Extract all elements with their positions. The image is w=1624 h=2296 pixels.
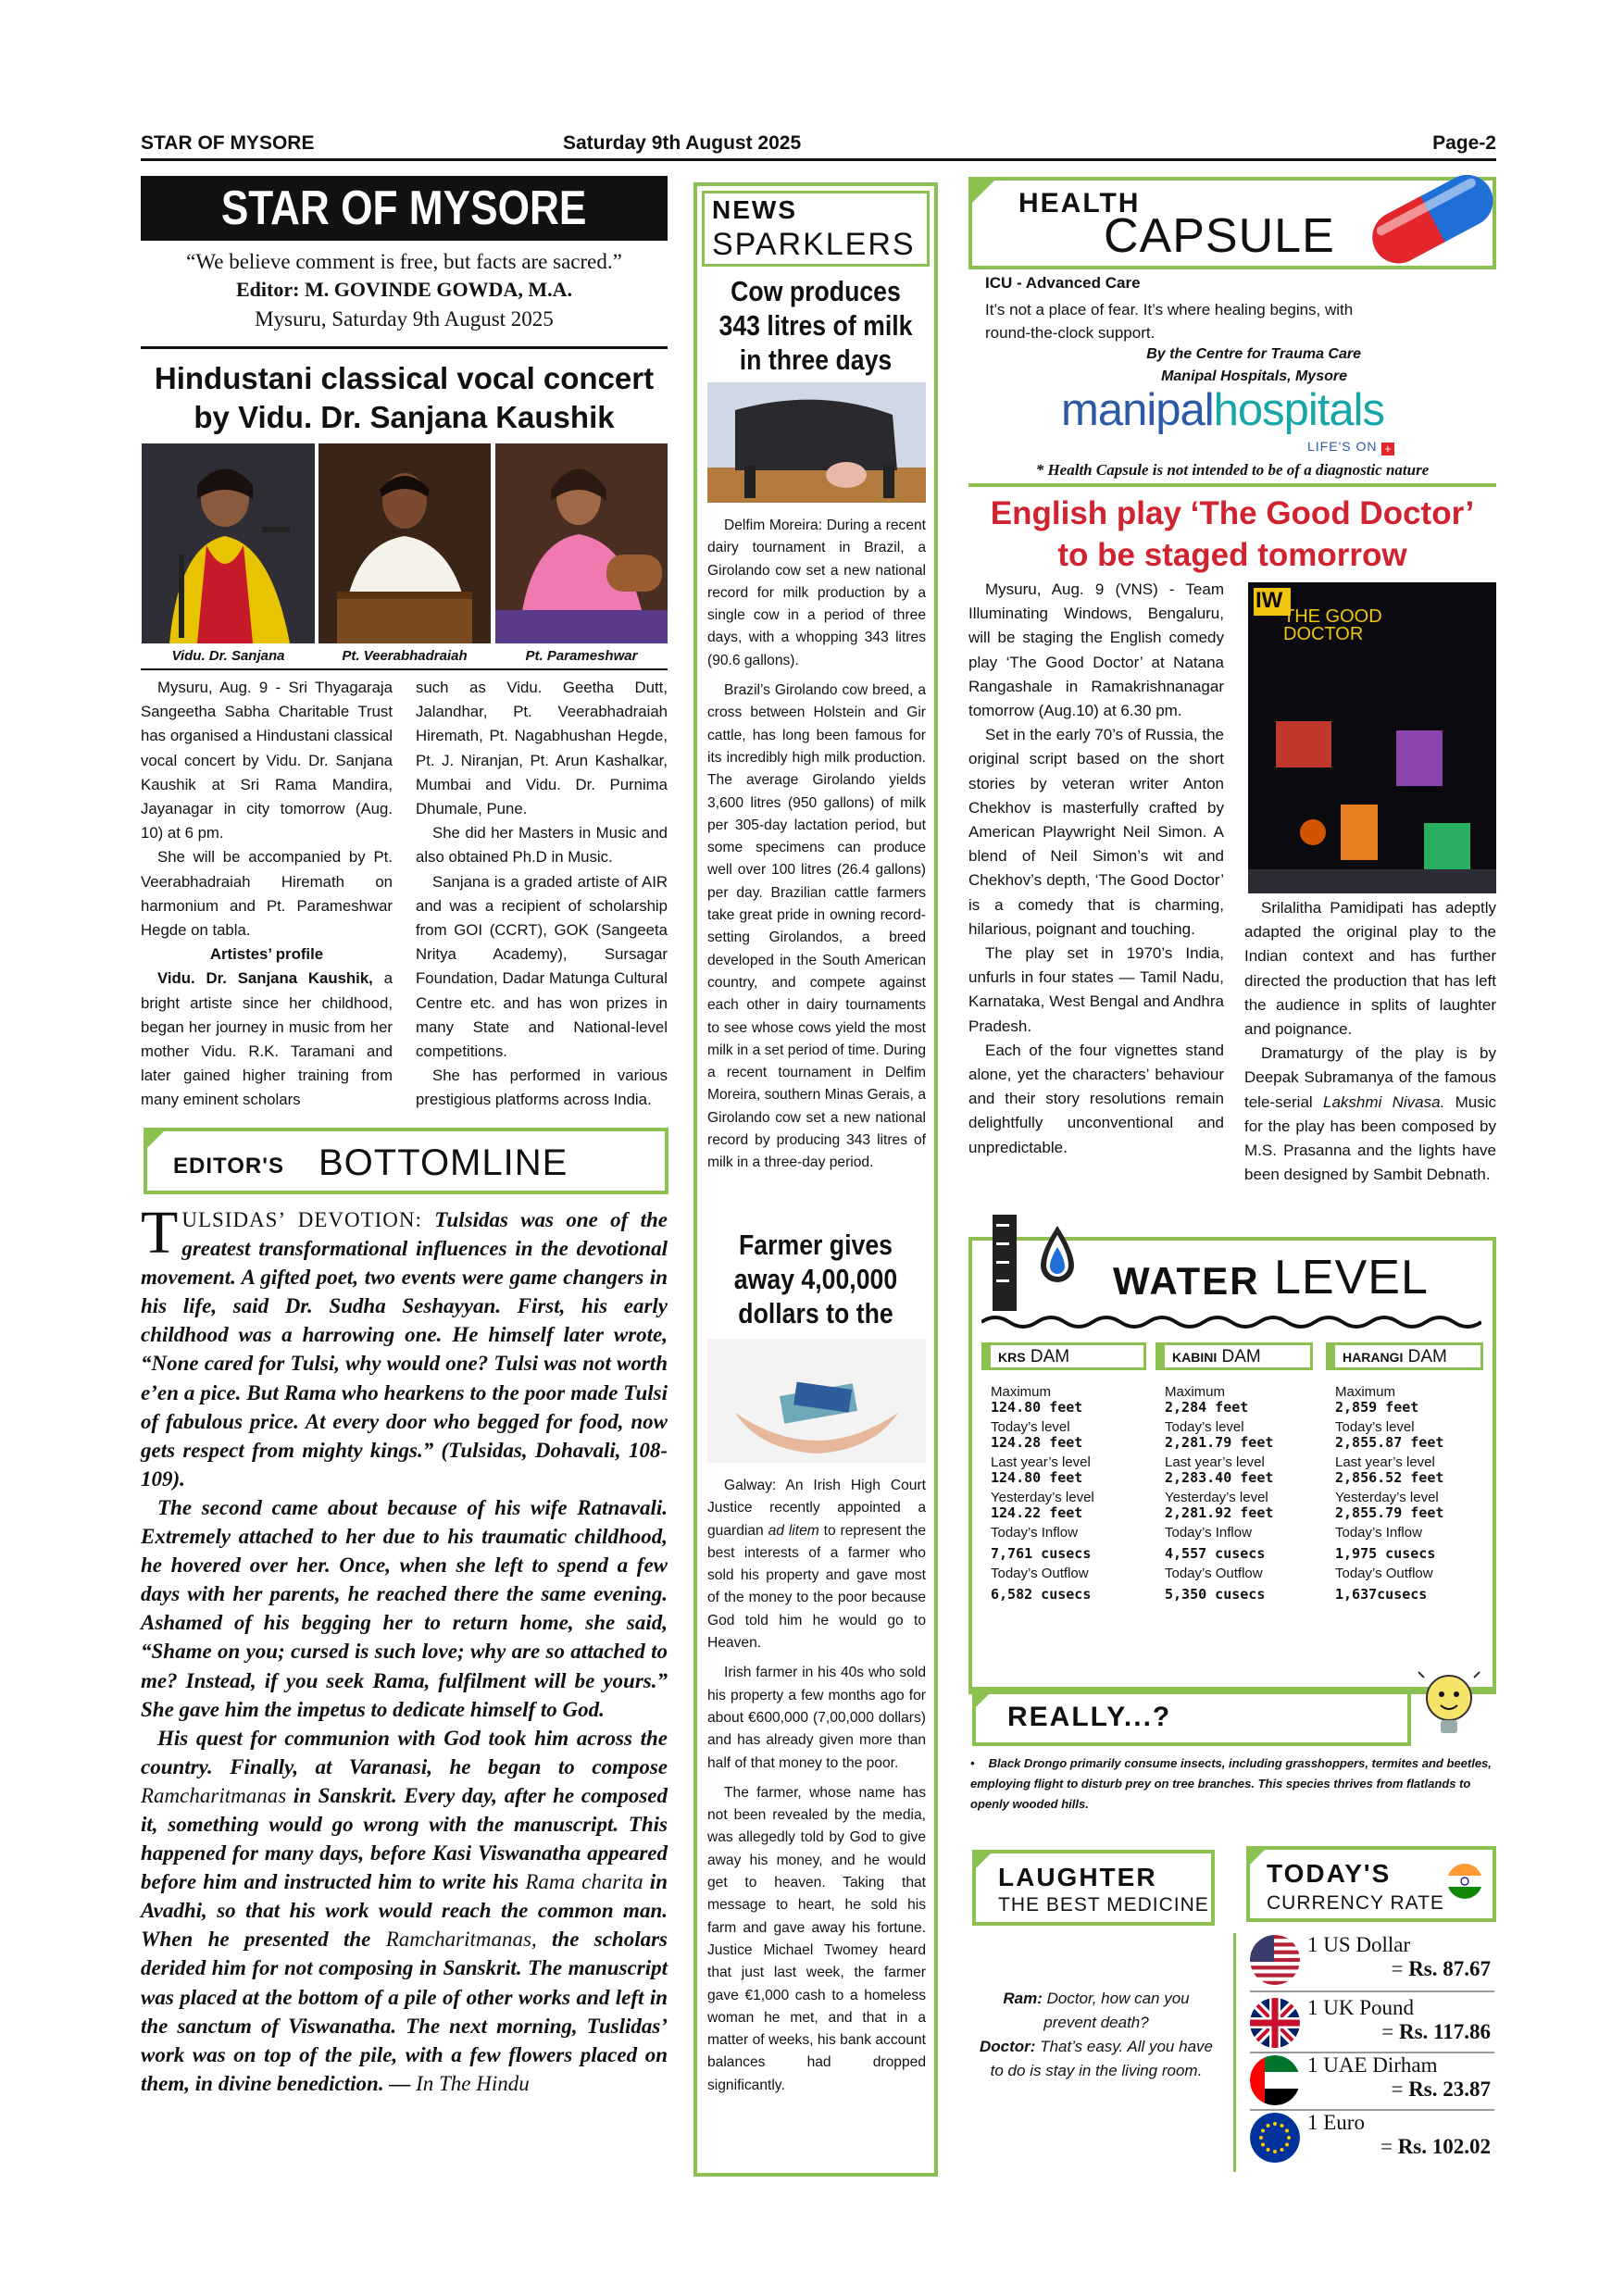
sparklers-text-run: to represent the best interests of a farmer who sold his property and gave most of the money to the poor because God told him he would go to Heaven. <box>707 1522 927 1652</box>
sparklers-text-run: Galway: An Irish High Court Justice recently appointed a guardian <box>707 1478 926 1539</box>
us-flag-icon <box>1250 1935 1300 1985</box>
laughter-currency-divider <box>1233 1933 1236 2172</box>
currency-row-eur <box>1250 2109 1491 2165</box>
dam-row-label: Today’s Inflow <box>1165 1525 1252 1541</box>
play-body-col2 <box>1244 896 1496 1187</box>
concert-profile-para <box>141 967 393 1112</box>
currency-row-rule <box>1250 1990 1494 1992</box>
sparklers-label-small: NEWS <box>712 195 797 224</box>
eu-flag-icon <box>1250 2113 1300 2163</box>
health-bottom-rule <box>968 483 1496 487</box>
dam-row-label: Today’s level <box>1165 1419 1244 1435</box>
play-headline-line2: to be staged tomorrow <box>1057 537 1407 573</box>
laughter-label-box <box>972 1850 1215 1926</box>
dam-row-label: Today’s level <box>991 1419 1070 1435</box>
dam-row-value: 4,557 cusecs <box>1165 1545 1266 1562</box>
currency-name: 1 UK Pound <box>1307 1996 1415 2019</box>
joke-question <box>976 1987 1217 2035</box>
laughter-joke <box>976 1987 1217 2083</box>
dam-row-label: Yesterday’s level <box>1165 1490 1268 1505</box>
dam-row-value: 2,855.79 feet <box>1335 1504 1444 1521</box>
dam-row-value: 1,637cusecs <box>1335 1586 1428 1603</box>
concert-body-col1 <box>141 676 393 1113</box>
dam-row-value: 124.80 feet <box>991 1469 1083 1486</box>
health-label-box <box>968 177 1496 269</box>
dam-row-value: 2,859 feet <box>1335 1399 1419 1416</box>
manipal-logo <box>1061 384 1384 440</box>
photo-sanjana-art <box>142 443 315 643</box>
dam-row-label: Maximum <box>991 1384 1052 1400</box>
sparklers-para: Delfim Moreira: During a recent dairy tournament in Brazil, a Girolando cow set a new national record for milk production by a single cow in a period of three days, with a whopping 343 litres (90.6 gallons). <box>707 518 926 668</box>
currency-row-gbp <box>1250 1994 1491 2050</box>
play-text-run: Lakshmi Nivasa. <box>1323 1092 1445 1111</box>
currency-label-bold: TODAY'S <box>1267 1859 1392 1888</box>
photo-caption-3: Pt. Parameshwar <box>525 648 638 664</box>
bottomline-text-run: Ramcharitmanas, <box>385 1928 537 1952</box>
water-level-box <box>968 1237 1496 1694</box>
dam-row-label: Today’s level <box>1335 1419 1415 1435</box>
bottomline-lead-caps: ULSIDAS’ DEVOTION: <box>181 1208 422 1231</box>
caption-divider <box>141 668 668 670</box>
india-flag-icon <box>1446 1863 1483 1900</box>
uk-flag-icon <box>1250 1998 1300 2048</box>
masthead-dateline: Mysuru, Saturday 9th August 2025 <box>255 307 554 331</box>
concert-para: Sanjana is a graded artiste of AIR and was a recipient of scholarship from GOI (CCRT), GOK (Sangeeta Nritya Academy), Sursagar Foundation, Dadar Matunga Cultural Centre etc. and has won prizes in many State and National-level competitions. <box>416 872 668 1061</box>
water-wave-icon <box>981 1311 1481 1331</box>
bottomline-source: In The Hindu <box>416 2071 530 2095</box>
dam-title-kabini <box>1156 1342 1313 1370</box>
photo-parameshwar-art <box>495 443 668 643</box>
dam-row-value: 5,350 cusecs <box>1165 1586 1266 1603</box>
header-page-number: Page-2 <box>1432 132 1496 154</box>
really-text: Black Drongo primarily consume insects, including grasshoppers, termites and beetles, employing flight to disturb prey on tree branches. This species thrives from flatlands to openly wooded hills. <box>970 1756 1492 1811</box>
currency-value: Rs. 87.67 <box>1408 1957 1491 1980</box>
dam-title-harangi <box>1326 1342 1483 1370</box>
water-label-light: LEVEL <box>1274 1251 1429 1304</box>
sparklers-para: The farmer, whose name has not been revealed by the media, was allegedly told by God to give away his money, and he would get to heaven. Taking that message to heart, he sold his farm and gave away his fortune. Justice Michael Twomey heard that just last week, the farmer gave €1,000 cash to a homeless woman he met, and that in a matter of weeks, his bank account balances had dropped significantly. <box>707 1784 926 2093</box>
photo-caption-1: Vidu. Dr. Sanjana <box>171 648 285 664</box>
concert-para: such as Vidu. Geetha Dutt, Jalandhar, Pt. Veerabhadraiah Hiremath, Pt. Nagabhushan Hegde, Pt. J. Niranjan, Pt. Arun Kashalkar, Mumbai and Vidu. Dr. Purnima Dhumale, Pune. <box>416 679 668 818</box>
joke-speaker-2: Doctor: <box>980 2038 1036 2055</box>
concert-headline-line1: Hindustani classical vocal concert <box>154 361 655 395</box>
capsule-pill-icon <box>1348 166 1515 268</box>
bottomline-para-3 <box>141 1724 668 2098</box>
concert-headline-line2: by Vidu. Dr. Sanjana Kaushik <box>194 400 615 434</box>
bottomline-text-run: Ramcharitmanas <box>141 1783 287 1807</box>
currency-equals: = <box>1391 1957 1409 1980</box>
dam-row-label: Today’s Inflow <box>1335 1525 1422 1541</box>
currency-value: Rs. 117.86 <box>1398 2020 1491 2043</box>
manipal-plus-icon: + <box>1381 443 1394 455</box>
bottomline-text-run: His quest for communion with God took him across the country. Finally, at Varanasi, he began to compose <box>141 1726 668 1778</box>
currency-name: 1 US Dollar <box>1307 1933 1411 1956</box>
water-gauge-icon <box>991 1215 1102 1316</box>
dam-row-value: 7,761 cusecs <box>991 1545 1092 1562</box>
really-text-wrap <box>970 1753 1496 1815</box>
play-para: Srilalitha Pamidipati has adeptly adapted the original play to the Indian context and has further directed the production that has left the audience in splits of laughter and poignance. <box>1244 899 1496 1039</box>
bottomline-text-run: in Avadhi, so that his work would reach the common man. When he presented the <box>141 1870 668 1952</box>
currency-row-usd <box>1250 1931 1491 1987</box>
currency-value: Rs. 102.02 <box>1397 2135 1491 2158</box>
dam-name-small: KABINI <box>1172 1350 1218 1365</box>
really-corner-tab <box>972 1689 994 1711</box>
concert-profile-text: a bright artiste since her childhood, began her journey in music from her mother Vidu. R.K. Taramani and later gained higher training from many eminent scholars <box>141 969 394 1109</box>
bottomline-corner-tab <box>144 1128 168 1152</box>
play-para: Set in the early 70’s of Russia, the original script based on the short stories by veteran writer Anton Chekhov is masterfully crafted by American Playwright Neil Simon. A blend of Neil Simon’s wit and Chekhov’s depth, ‘The Good Doctor’ is a comedy that is charming, hilarious, poignant and touching. <box>968 726 1224 938</box>
bottomline-text-run: the scholars derided him for not composing in Sanskrit. The manuscript was placed at the bottom of a pile of other works and left in the sanctum of Viswanatha. The next morning, Tuslidas’ work was on top of the pile, with a few flowers placed on them, in divine benediction. — <box>141 1928 668 2095</box>
dam-row-label: Maximum <box>1335 1384 1396 1400</box>
dam-row-label: Today’s Outflow <box>991 1566 1089 1581</box>
play-para: The play set in 1970’s India, unfurls in four states — Tamil Nadu, Karnataka, West Bengal and Andhra Pradesh. <box>968 944 1224 1035</box>
dam-row-value: 124.28 feet <box>991 1434 1083 1451</box>
joke-a-text: That’s easy. All you have to do is stay in the living room. <box>990 2038 1213 2079</box>
currency-label-box <box>1246 1846 1496 1922</box>
play-para: Each of the four vignettes stand alone, yet the characters’ behaviour and their story resolutions remain delightfully unconventional and unpredictable. <box>968 1041 1224 1156</box>
bottomline-para-1 <box>141 1199 668 1493</box>
header-paper-name: STAR OF MYSORE <box>141 132 315 154</box>
dam-row-label: Last year’s level <box>1165 1454 1265 1470</box>
masthead-logo-text: STAR OF MYSORE <box>221 181 587 235</box>
bottomline-text-run: in Sanskrit. Every day, after he composed it, something would go wrong with the manuscript. This happened for many days, before Kasi Viswanatha appeared before him and instructed him to write his <box>141 1783 668 1894</box>
concert-para: Mysuru, Aug. 9 - Sri Thyagaraja Sangeetha Sabha Charitable Trust has organised a Hindustani classical vocal concert by Vidu. Dr. Sanjana Kaushik at Sri Rama Mandira, Jayanagar in city tomorrow (Aug. 10) at 6 pm. <box>141 679 393 842</box>
joke-answer <box>976 2035 1217 2083</box>
health-text: It’s not a place of fear. It’s where healing begins, with round-the-clock support. <box>985 301 1354 342</box>
bottomline-text <box>141 1199 668 2098</box>
currency-label-light: CURRENCY RATE <box>1267 1892 1444 1914</box>
dam-card-kabini <box>1165 1379 1322 1602</box>
masthead-editor: Editor: M. GOVINDE GOWDA, M.A. <box>236 278 572 301</box>
bottomline-text-run: Rama charita <box>525 1870 643 1894</box>
dam-row-value: 2,856.52 feet <box>1335 1469 1444 1486</box>
health-byline-2: Manipal Hospitals, Mysore <box>1161 368 1347 384</box>
poster-title: THE GOOD DOCTOR <box>1283 606 1382 644</box>
sparklers-para: Brazil’s Girolando cow breed, a cross between Holstein and Gir cattle, has long been famous for its incredibly high milk production. The average Girolando yields 3,600 litres (950 gallons) of milk per 305-day lactation period, but some specimens can produce well over 100 litres (26.4 gallons) per day. Brazilian cattle farmers take great pride in owning record-setting Girolandos, a breed developed in the South American country, and compete against each other in dairy tournaments to see whose cows yield the most milk in a set period of time. During a recent tournament in Delfim Moreira, southern Minas Gerais, a Girolando cow set a new national record by producing 343 litres of milk in a three-day period. <box>707 682 926 1171</box>
sparklers-para: Irish farmer in his 40s who sold his property a few months ago for about €600,000 (7,00,000 dollars) and has already given more than half of that money to the poor. <box>707 1665 926 1771</box>
concert-profile-lead: Vidu. Dr. Sanjana Kaushik, <box>157 969 373 988</box>
dam-name: DAM <box>1030 1347 1070 1366</box>
concert-para: She will be accompanied by Pt. Veerabhadraiah Hiremath on harmonium and Pt. Parameshwar Hegde on tabla. <box>141 848 393 940</box>
currency-equals: = <box>1380 2135 1398 2158</box>
dam-row-label: Last year’s level <box>1335 1454 1435 1470</box>
money-hands-photo-art <box>707 1339 926 1463</box>
currency-value: Rs. 23.87 <box>1408 2078 1491 2101</box>
currency-equals: = <box>1391 2078 1409 2101</box>
dam-row-label: Today’s Inflow <box>991 1525 1078 1541</box>
really-label-box <box>972 1689 1411 1746</box>
dam-title-krs <box>981 1342 1146 1370</box>
dam-name-small: HARANGI <box>1343 1350 1404 1365</box>
play-text-run: Dramaturgy of the play is by Deepak Subramanya of the famous tele-serial <box>1244 1044 1496 1111</box>
dam-row-label: Yesterday’s level <box>1335 1490 1439 1505</box>
money-hands-photo <box>707 1339 926 1463</box>
cow-photo-art <box>707 382 926 503</box>
photo-parameshwar <box>495 443 668 643</box>
dam-row-value: 124.22 feet <box>991 1504 1083 1521</box>
bottomline-para-2: The second came about because of his wife Ratnavali. Extremely attached to her due to his traumatic childhood, he hovered over her. Once, when she left to spend a few days with her parents, he reached there the same evening. Ashamed of his begging her to return home, she said, “Shame on you; cursed is such love; why are so attached to me? Instead, if you seek Rama, fulfilment will be yours.” She gave him the impetus to dedicate himself to God. <box>141 1495 668 1721</box>
photo-veerabhadraiah <box>319 443 491 643</box>
bottomline-lead-text: Tulsidas was one of the greatest transformational influences in the devotional movement. A gifted poet, two events were game changers in his life, said Dr. Sudha Seshayyan. First, his early childhood was a harrowing one. He himself later wrote, “None cared for Tulsi, why would one? Tulsi was not worth e’en a pice. But Rama who hearkens to the poor made Tulsi of fabulous price. At every door who begged for food, now gets respect from mighty kings.” (Tulsidas, Dohavali, 108-109). <box>141 1208 668 1491</box>
sparklers-para <box>707 1475 926 1654</box>
joke-q-text: Doctor, how can you prevent death? <box>1042 1990 1190 2031</box>
play-para <box>1244 1042 1496 1187</box>
dam-row-label: Last year’s level <box>991 1454 1091 1470</box>
currency-equals: = <box>1381 2020 1399 2043</box>
manipal-logo-b: hospitals <box>1213 385 1385 435</box>
dam-row-value: 1,975 cusecs <box>1335 1545 1436 1562</box>
sparklers-text-run: ad litem <box>768 1522 819 1539</box>
play-para: Mysuru, Aug. 9 (VNS) - Team Illuminating Windows, Bengaluru, will be staging the English comedy play ‘The Good Doctor’ at Natana Rangashale in Ramakrishnanagar tomorrow (Aug.10) at 6.30 pm. <box>968 580 1224 720</box>
photo-veerabhadraiah-art <box>319 443 491 643</box>
dam-row-value: 2,281.79 feet <box>1165 1434 1274 1451</box>
dam-card-krs <box>991 1379 1148 1602</box>
health-label-small: HEALTH <box>1018 188 1141 218</box>
health-label-big: CAPSULE <box>1104 209 1335 263</box>
photo-sanjana <box>142 443 315 643</box>
masthead-logo <box>141 176 668 241</box>
concert-body-col2 <box>416 676 668 1113</box>
dam-name: DAM <box>1407 1347 1447 1366</box>
photo-caption-2: Pt. Veerabhadraiah <box>342 648 468 664</box>
dam-row-label: Yesterday’s level <box>991 1490 1094 1505</box>
header-date: Saturday 9th August 2025 <box>563 132 802 154</box>
health-disclaimer: * Health Capsule is not intended to be of a diagnostic nature <box>1035 461 1430 479</box>
bullet-icon: • <box>970 1756 975 1770</box>
dam-row-value: 2,284 feet <box>1165 1399 1249 1416</box>
dam-name: DAM <box>1221 1347 1261 1366</box>
dam-card-harangi <box>1335 1379 1493 1602</box>
concert-profile-head: Artistes’ profile <box>209 945 324 964</box>
manipal-tagline <box>1307 439 1394 455</box>
play-headline-line1: English play ‘The Good Doctor’ <box>990 495 1475 531</box>
health-title: ICU - Advanced Care <box>985 274 1141 292</box>
concert-headline <box>141 359 668 437</box>
masthead-divider <box>141 346 668 349</box>
play-text-run: Music for the play has been composed by M.S. Prasanna and the lights have been designed by Sambit Debnath. <box>1244 1092 1496 1184</box>
bottomline-dropcap: T <box>141 1199 179 1267</box>
currency-rate <box>1391 1957 1491 1981</box>
manipal-logo-a: manipal <box>1061 385 1214 435</box>
play-body-col1 <box>968 578 1224 1160</box>
dam-row-label: Maximum <box>1165 1384 1226 1400</box>
sparklers-story2-body <box>707 1475 926 2097</box>
manipal-tagline-text: LIFE'S ON <box>1307 439 1378 454</box>
dam-row-value: 2,855.87 feet <box>1335 1434 1444 1451</box>
dam-row-value: 124.80 feet <box>991 1399 1083 1416</box>
currency-name: 1 Euro <box>1307 2111 1365 2134</box>
play-headline <box>968 493 1496 576</box>
laughter-label-bold: LAUGHTER <box>998 1863 1157 1891</box>
laughter-corner-tab <box>972 1850 994 1872</box>
currency-rate <box>1381 2020 1491 2044</box>
health-corner-tab <box>968 177 998 206</box>
dam-row-label: Today’s Outflow <box>1335 1566 1433 1581</box>
dam-row-label: Today’s Outflow <box>1165 1566 1263 1581</box>
bottomline-label-small: EDITOR'S <box>173 1154 284 1179</box>
laughter-label-light: THE BEST MEDICINE <box>998 1894 1209 1915</box>
concert-para: She has performed in various prestigious platforms across India. <box>416 1067 668 1109</box>
sparklers-label-box <box>702 191 930 267</box>
cow-photo <box>707 382 926 503</box>
currency-row-aed <box>1250 2052 1491 2107</box>
dam-row-value: 6,582 cusecs <box>991 1586 1092 1603</box>
sparklers-story1-headline: Cow produces 343 litres of milk in three days <box>718 275 913 376</box>
currency-rate <box>1380 2135 1491 2159</box>
uae-flag-icon <box>1250 2055 1300 2105</box>
currency-name: 1 UAE Dirham <box>1307 2053 1438 2077</box>
dam-row-value: 2,283.40 feet <box>1165 1469 1274 1486</box>
lightbulb-icon <box>1417 1670 1481 1744</box>
masthead-motto: “We believe comment is free, but facts are sacred.” <box>186 250 622 273</box>
poster-iw-logo: IW <box>1255 588 1283 613</box>
bottomline-label-big: BOTTOMLINE <box>319 1142 568 1183</box>
sparklers-story2-headline: Farmer gives away 4,00,000 dollars to the <box>733 1229 898 1329</box>
running-header <box>141 130 1496 161</box>
dam-name-small: KRS <box>998 1350 1026 1365</box>
play-poster <box>1248 582 1496 893</box>
currency-corner-tab <box>1246 1846 1268 1868</box>
health-byline-1: By the Centre for Trauma Care <box>1146 346 1361 362</box>
bottomline-label-box <box>144 1128 668 1194</box>
concert-para: She did her Masters in Music and also obtained Ph.D in Music. <box>416 824 668 867</box>
sparklers-story1-body <box>707 515 926 1175</box>
dam-row-value: 2,281.92 feet <box>1165 1504 1274 1521</box>
currency-rate <box>1391 2078 1491 2102</box>
joke-speaker-1: Ram: <box>1003 1990 1043 2007</box>
water-label-bold: WATER <box>1113 1259 1260 1303</box>
sparklers-label-big: SPARKLERS <box>712 227 916 262</box>
really-label: REALLY...? <box>1007 1702 1172 1732</box>
